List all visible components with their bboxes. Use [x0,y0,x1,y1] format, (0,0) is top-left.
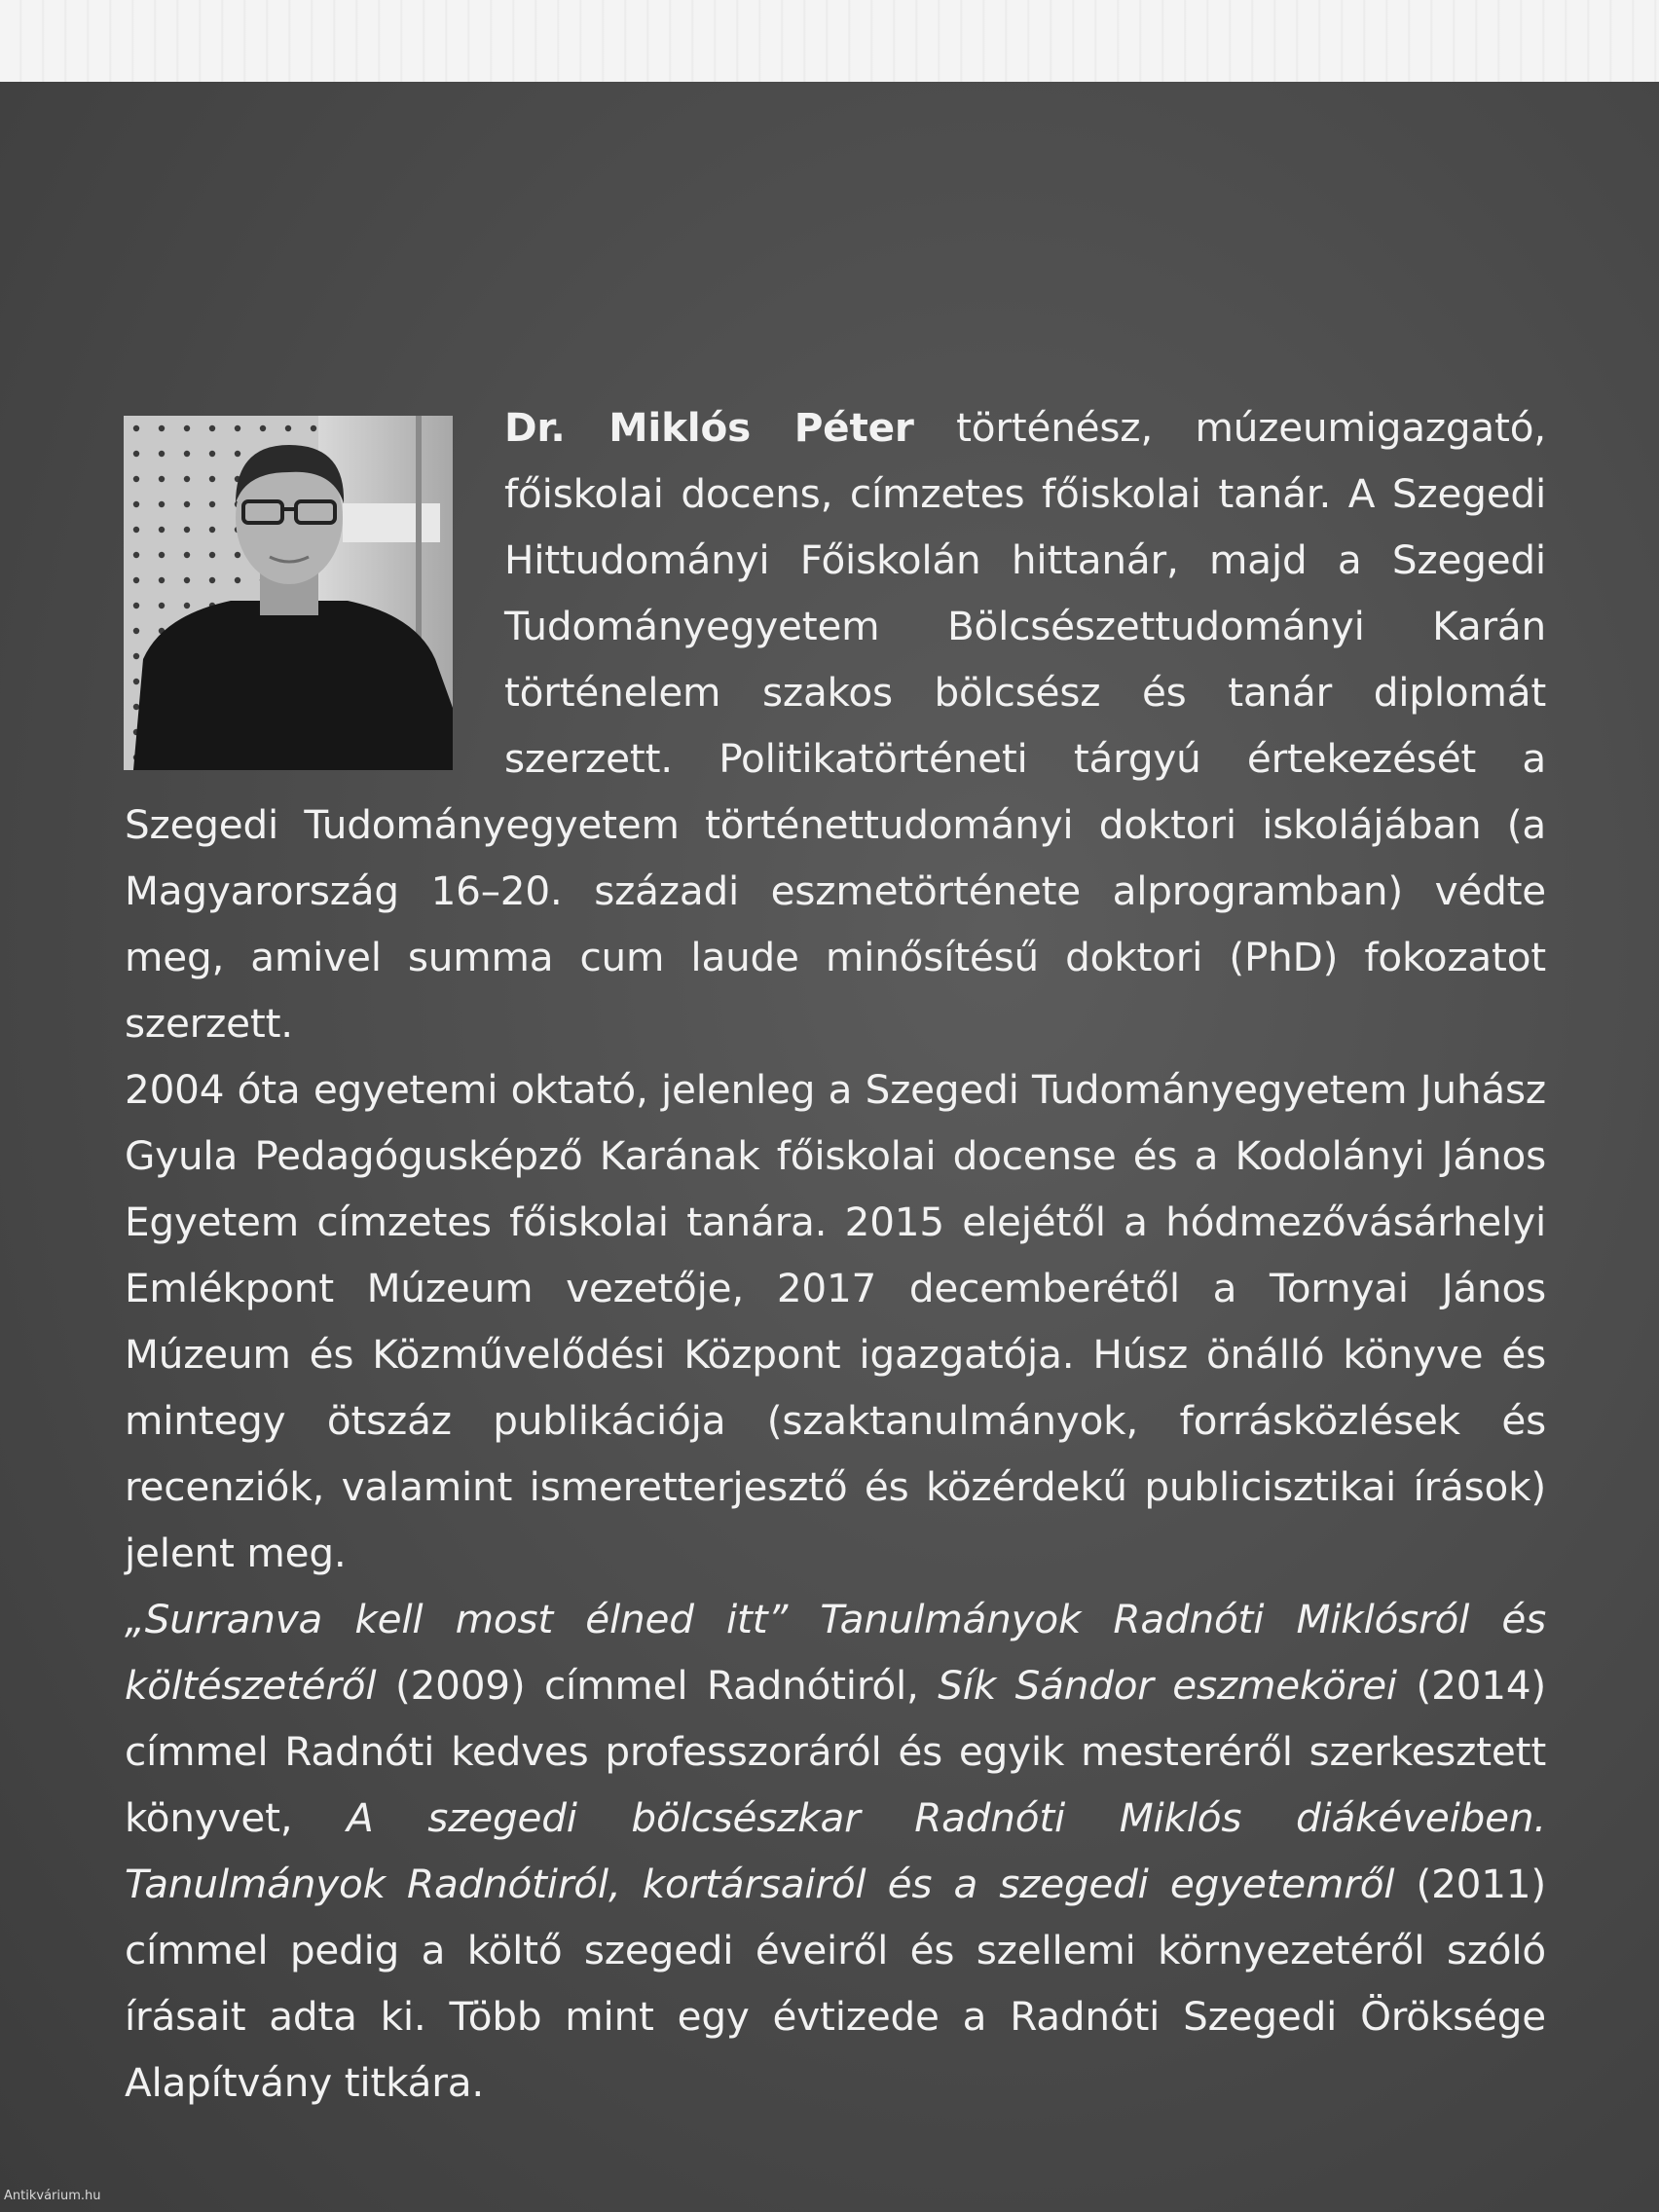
bio-paragraph-3-text-1: (2009) címmel Radnótiról, [376,1662,939,1709]
bio-paragraph-3-text-2: (2014) címmel Radnóti kedves professzoráról és egyik mesteréről szerkesztett könyvet, [125,1662,1546,1841]
author-name: Dr. Miklós Péter [504,404,914,451]
bio-paragraph-3 [125,1586,1546,2116]
author-biography [125,394,1546,2116]
bio-paragraph-1-text: történész, múzeumigazgató, főiskolai docens, címzetes főiskolai tanár. A Szegedi Hittudományi Főiskolán hittanár, majd a Szegedi Tudományegyetem Bölcsészettudományi Karán történelem szakos bölcsész és tanár diplomát szerzett. Politikatörténeti tárgyú értekezését a Szegedi Tudományegyetem történettudományi doktori iskolájában (a Magyarország 16–20. századi eszmetörténete alprogramban) védte meg, amivel summa cum laude minősítésű doktori (PhD) fokozatot szerzett. [125,404,1546,1047]
book-title-2: Sík Sándor eszmekörei [938,1662,1397,1709]
bio-paragraph-2: 2004 óta egyetemi oktató, jelenleg a Szegedi Tudományegyetem Juhász Gyula Pedagógusképző Karának főiskolai docense és a Kodolányi János Egyetem címzetes főiskolai tanára. 2015 elejétől a hódmezővásárhelyi Emlékpont Múzeum vezetője, 2017 decemberétől a Tornyai János Múzeum és Közművelődési Központ igazgatója. Húsz önálló könyve és mintegy ötszáz publikációja (szaktanulmányok, forrásközlések és recenziók, valamint ismeretterjesztő és közérdekű publicisztikai írások) jelent meg. [125,1066,1546,1576]
book-title-3: A szegedi bölcsészkar Radnóti Miklós diákéveiben. Tanulmányok Radnótiról, kortársairól és a szegedi egyetemről [125,1794,1547,1907]
photo-wrap-spacer [125,394,504,792]
source-watermark: Antikvárium.hu [4,2189,101,2203]
book-title-1: „Surranva kell most élned itt” Tanulmányok Radnóti Miklósról és költészetéről [125,1596,1546,1709]
bio-paragraph-3-text-3: (2011) címmel pedig a költő szegedi éveiről és szellemi környezetéről szóló írásait adta ki. Több mint egy évtizede a Radnóti Szegedi Öröksége Alapítvány titkára. [125,1861,1546,2106]
